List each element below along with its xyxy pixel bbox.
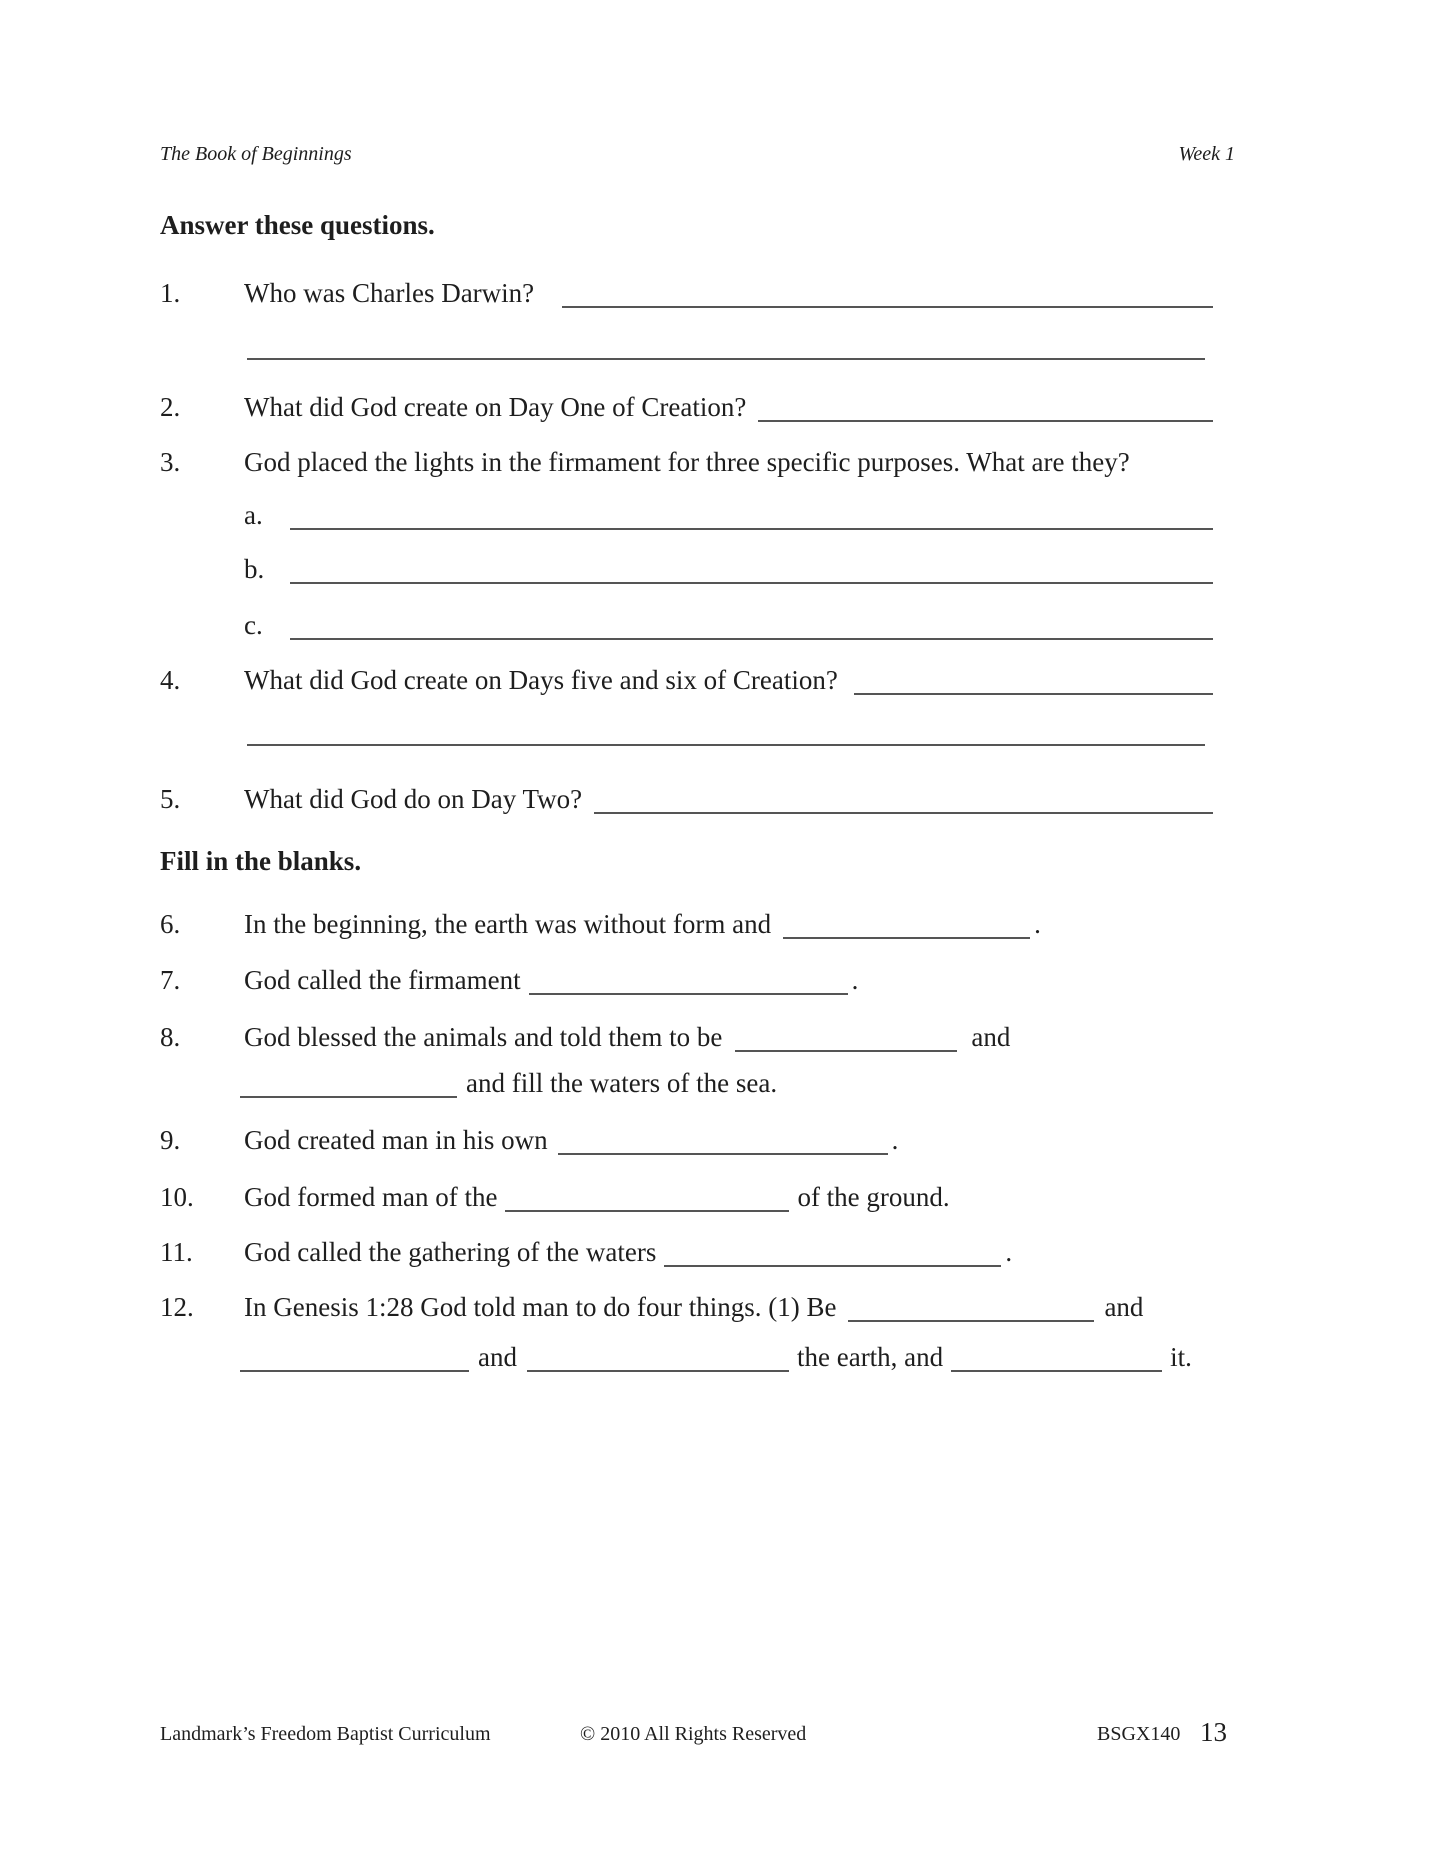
question-text: God created man in his own xyxy=(244,1125,548,1155)
question-text: Who was Charles Darwin? xyxy=(244,278,535,308)
question-8-line2 xyxy=(240,1066,1213,1100)
answer-blank-q6[interactable] xyxy=(783,936,1030,939)
question-number: 11. xyxy=(160,1237,193,1267)
question-text-after: . xyxy=(1034,909,1041,939)
question-text-after: and xyxy=(1104,1292,1144,1322)
question-12-line2 xyxy=(240,1340,1213,1374)
question-3 xyxy=(160,445,1213,479)
sub-item-label: c. xyxy=(244,610,263,640)
answer-blank-q10[interactable] xyxy=(505,1209,789,1212)
question-4 xyxy=(160,663,1213,697)
answer-blank-q7[interactable] xyxy=(529,992,848,995)
answer-blank-q12c[interactable] xyxy=(527,1369,789,1372)
answer-blank-q1-line2[interactable] xyxy=(247,358,1205,360)
question-text-after: and fill the waters of the sea. xyxy=(466,1068,778,1098)
question-number: 9. xyxy=(160,1125,181,1155)
answer-blank-q4[interactable] xyxy=(854,692,1213,695)
question-7 xyxy=(160,963,1213,997)
question-number: 1. xyxy=(160,278,181,308)
header-book-title: The Book of Beginnings xyxy=(160,143,352,165)
question-11 xyxy=(160,1235,1213,1269)
sub-item-label: b. xyxy=(244,554,265,584)
question-2 xyxy=(160,390,1213,424)
question-text-after: . xyxy=(1005,1237,1013,1267)
question-text: In Genesis 1:28 God told man to do four things. (1) Be xyxy=(244,1292,837,1322)
answer-blank-q3b[interactable] xyxy=(290,581,1213,584)
question-number: 4. xyxy=(160,665,181,695)
answer-blank-q2[interactable] xyxy=(758,419,1213,422)
question-10 xyxy=(160,1180,1213,1214)
answer-blank-q4-line2[interactable] xyxy=(247,744,1205,746)
question-text-after: . xyxy=(851,965,859,995)
question-9 xyxy=(160,1123,1213,1157)
question-number: 6. xyxy=(160,909,181,939)
question-text: God called the gathering of the waters xyxy=(244,1237,657,1267)
question-text: What did God create on Day One of Creation? xyxy=(244,392,747,422)
question-number: 2. xyxy=(160,392,181,422)
question-1 xyxy=(160,276,1213,310)
question-text-after: of the ground. xyxy=(797,1182,950,1212)
question-3-item-c xyxy=(244,608,1213,642)
question-text: God formed man of the xyxy=(244,1182,498,1212)
question-number: 3. xyxy=(160,447,181,477)
question-text-after: it. xyxy=(1170,1342,1192,1372)
question-3-item-a xyxy=(244,498,1213,532)
answer-blank-q11[interactable] xyxy=(664,1264,1001,1267)
answer-blank-q1[interactable] xyxy=(562,305,1213,308)
page-header xyxy=(160,141,1235,167)
question-8 xyxy=(160,1020,1213,1054)
question-text: God placed the lights in the firmament for three specific purposes. What are they? xyxy=(244,447,1130,477)
question-3-item-b xyxy=(244,552,1213,586)
question-text: God blessed the animals and told them to be xyxy=(244,1022,723,1052)
answer-blank-q12d[interactable] xyxy=(951,1369,1162,1372)
question-text-mid: the earth, and xyxy=(796,1342,944,1372)
question-6 xyxy=(160,907,1213,941)
footer-copyright: © 2010 All Rights Reserved xyxy=(580,1723,807,1745)
header-week-label: Week 1 xyxy=(1178,143,1235,165)
question-text-mid: and xyxy=(478,1342,517,1372)
question-12 xyxy=(160,1290,1213,1324)
answer-blank-q5[interactable] xyxy=(594,811,1213,814)
question-number: 8. xyxy=(160,1022,181,1052)
question-number: 10. xyxy=(160,1182,194,1212)
sub-item-label: a. xyxy=(244,500,263,530)
question-text: God called the firmament xyxy=(244,965,521,995)
footer-curriculum-name: Landmark’s Freedom Baptist Curriculum xyxy=(160,1723,491,1745)
question-number: 5. xyxy=(160,784,181,814)
answer-blank-q9[interactable] xyxy=(558,1152,888,1155)
question-number: 7. xyxy=(160,965,181,995)
footer-page-number: 13 xyxy=(1200,1717,1227,1747)
question-5 xyxy=(160,782,1213,816)
question-text: In the beginning, the earth was without form and xyxy=(244,909,772,939)
answer-blank-q8b[interactable] xyxy=(240,1095,457,1098)
footer-course-code: BSGX140 xyxy=(1097,1723,1181,1745)
answer-blank-q3a[interactable] xyxy=(290,527,1213,530)
question-text: What did God create on Days five and six of Creation? xyxy=(244,665,838,695)
question-number: 12. xyxy=(160,1292,194,1322)
answer-blank-q3c[interactable] xyxy=(290,637,1213,640)
question-text-after: and xyxy=(971,1022,1011,1052)
answer-blank-q12a[interactable] xyxy=(848,1319,1094,1322)
question-text-after: . xyxy=(891,1125,899,1155)
question-text: What did God do on Day Two? xyxy=(244,784,583,814)
fill-section-title: Fill in the blanks. xyxy=(160,846,362,876)
answer-blank-q8a[interactable] xyxy=(735,1049,957,1052)
answer-blank-q12b[interactable] xyxy=(240,1369,469,1372)
answer-section-title: Answer these questions. xyxy=(160,210,435,240)
